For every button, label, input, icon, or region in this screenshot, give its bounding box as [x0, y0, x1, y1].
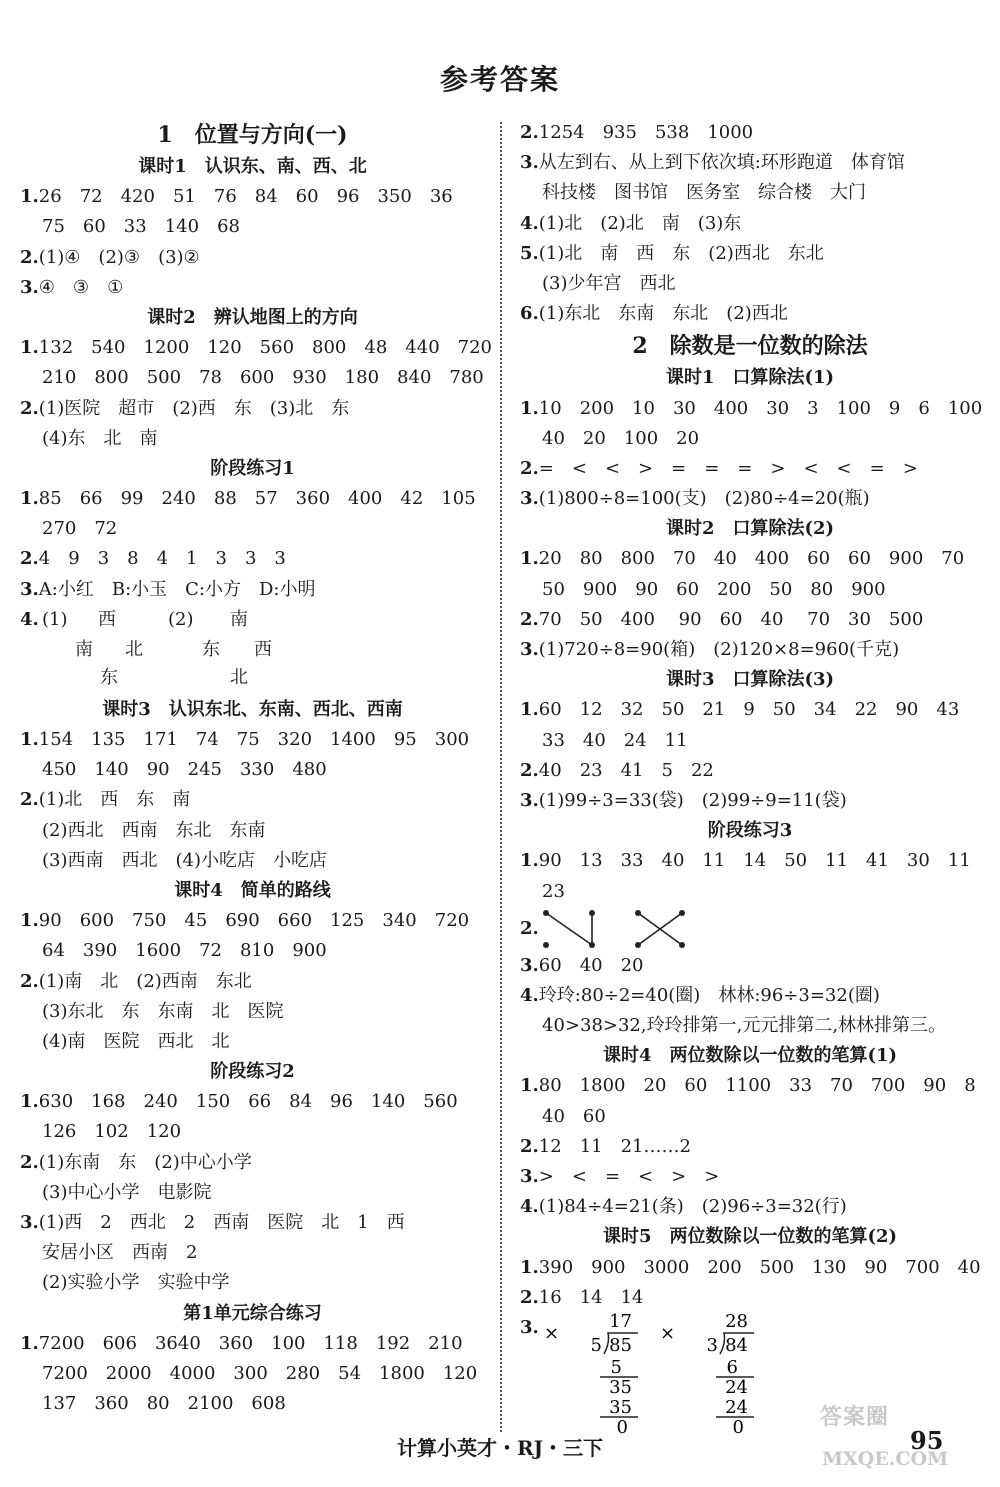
question-number: 2. — [20, 789, 39, 811]
answer-continuation: 40 20 100 20 — [542, 427, 700, 449]
answer-line — [520, 454, 980, 484]
question-number: 4. — [520, 1196, 539, 1218]
answer-line — [520, 1162, 980, 1192]
answer-text: 16 14 14 — [538, 1286, 644, 1308]
answer-text: (1)800÷8=100(支) (2)80÷4=20(瓶) — [538, 488, 870, 510]
answer-text: ④ ③ ① — [38, 276, 124, 298]
question-number: 2. — [520, 1286, 539, 1308]
answer-line — [20, 575, 485, 605]
answer-line — [20, 1087, 485, 1117]
answer-line — [520, 1192, 980, 1222]
dividend: 85 — [609, 1334, 632, 1356]
wrong-mark: × — [660, 1322, 676, 1344]
answer-line — [520, 605, 980, 635]
lesson-heading: 课时4 简单的路线 — [174, 879, 331, 901]
question-number: 3. — [20, 578, 39, 600]
matching-dot — [589, 942, 595, 948]
answer-text: 12 11 21……2 — [538, 1135, 691, 1157]
answer-text: > < = < > > — [538, 1166, 720, 1187]
question-number: 1. — [20, 186, 39, 208]
answer-text: 60 40 20 — [538, 954, 644, 976]
label-a: (1) — [42, 608, 68, 630]
matching-dot — [635, 942, 641, 948]
answer-continuation: (2)西北 西南 东北 东南 — [42, 819, 266, 841]
dir-b-top: 南 — [230, 608, 248, 630]
long-division-b — [660, 1305, 830, 1435]
answer-text: (1)720÷8=90(箱) (2)120×8=960(千克) — [538, 639, 900, 660]
answer-continuation: 23 — [542, 880, 565, 902]
question-number: 1. — [20, 1091, 39, 1113]
question-number: 1. — [520, 397, 539, 419]
answer-line — [520, 981, 980, 1011]
answer-continuation: 安居小区 西南 2 — [42, 1242, 198, 1264]
matching-line — [546, 913, 592, 945]
answer-continuation: 40 60 — [542, 1105, 606, 1127]
subtrahend-2: 24 — [725, 1396, 748, 1418]
question-number: 2. — [520, 1135, 539, 1157]
answer-continuation: (3)中心小学 电影院 — [42, 1181, 212, 1203]
question-number: 3. — [520, 639, 539, 660]
answer-line — [520, 756, 980, 786]
question-number: 3. — [520, 1166, 539, 1187]
answer-text: 90 600 750 45 690 660 125 340 720 — [38, 910, 470, 932]
question-number: 3. — [520, 1316, 539, 1338]
partial-remainder: 35 — [609, 1376, 632, 1398]
direction-answer — [20, 605, 485, 695]
question-number: 3. — [20, 1212, 39, 1233]
left-column — [20, 118, 493, 1419]
dir-b-left: 东 — [202, 638, 220, 660]
dividend: 84 — [725, 1334, 748, 1356]
question-number: 5. — [520, 242, 539, 264]
answer-line — [20, 785, 485, 815]
question-number: 2. — [20, 246, 39, 268]
answer-continuation: 40>38>32,玲玲排第一,元元排第二,林林排第三。 — [542, 1015, 947, 1037]
answer-text: 90 13 33 40 11 14 50 11 41 30 11 — [538, 850, 971, 872]
question-number: 3. — [520, 152, 539, 174]
question-number: 3. — [520, 789, 539, 811]
matching-dot — [543, 910, 549, 916]
answer-continuation: (3)少年宫 西北 — [542, 272, 676, 294]
divisor: 3 — [706, 1334, 718, 1356]
watermark-url: MXQE.COM — [822, 1448, 949, 1470]
answer-continuation: 126 102 120 — [42, 1121, 182, 1143]
question-number: 3. — [20, 276, 39, 298]
answer-text: 7200 606 3640 360 100 118 192 210 — [38, 1332, 463, 1354]
answer-continuation: 7200 2000 4000 300 280 54 1800 120 — [42, 1362, 478, 1384]
subtrahend-1: 5 — [610, 1356, 622, 1378]
lesson-heading: 课时5 两位数除以一位数的笔算(2) — [602, 1226, 898, 1248]
matching-answer — [520, 907, 980, 951]
answer-line — [20, 967, 485, 997]
answer-line — [520, 299, 980, 329]
answer-line — [20, 725, 485, 755]
answer-text: 4 9 3 8 4 1 3 3 3 — [38, 548, 286, 570]
answer-continuation: (3)东北 东 东南 北 医院 — [42, 1000, 284, 1022]
answer-line — [520, 951, 980, 981]
answer-line — [520, 239, 980, 269]
watermark-logo: 答案圈 — [820, 1404, 890, 1430]
answer-text: 60 12 32 50 21 9 50 34 22 90 43 — [538, 699, 960, 721]
question-number: 2. — [520, 917, 539, 939]
answer-line — [520, 394, 983, 424]
answer-text: 70 50 400 90 60 40 70 30 500 — [538, 608, 924, 630]
answer-text: 85 66 99 240 88 57 360 400 42 105 — [38, 488, 476, 510]
answer-text: (1)84÷4=21(条) (2)96÷3=32(行) — [538, 1196, 847, 1218]
answer-text: 390 900 3000 200 500 130 90 700 40 — [538, 1256, 981, 1278]
matching-dot — [589, 910, 595, 916]
question-number: 6. — [520, 303, 539, 325]
lesson-heading: 阶段练习2 — [210, 1061, 295, 1083]
dir-a-bottom: 东 — [100, 666, 118, 688]
dir-a-top: 西 — [98, 608, 116, 630]
lesson-heading: 课时3 口算除法(3) — [665, 669, 835, 691]
question-number: 1. — [20, 337, 39, 359]
answer-line — [520, 1132, 980, 1162]
answer-line — [20, 1148, 485, 1178]
right-column — [520, 118, 983, 1443]
question-number: 1. — [520, 850, 539, 872]
answer-text: 从左到右、从上到下依次填:环形跑道 体育馆 — [538, 152, 905, 174]
answer-line — [520, 1071, 980, 1101]
question-number: 2. — [520, 122, 539, 143]
question-number: 3. — [520, 954, 539, 976]
remainder: 0 — [732, 1416, 744, 1435]
answer-line — [20, 333, 493, 363]
wrong-mark: × — [544, 1322, 560, 1344]
answer-text: (1)医院 超市 (2)西 东 (3)北 东 — [38, 397, 350, 419]
answer-line — [20, 394, 485, 424]
answer-line — [20, 273, 485, 303]
answer-text: 1254 935 538 1000 — [538, 122, 754, 143]
answer-line — [20, 906, 485, 936]
answer-text: 154 135 171 74 75 320 1400 95 300 — [38, 729, 470, 750]
matching-dot — [543, 942, 549, 948]
question-number: 2. — [20, 397, 39, 419]
answer-text: (1)④ (2)③ (3)② — [38, 246, 200, 268]
dir-b-right: 西 — [254, 638, 272, 660]
answer-text: 10 200 10 30 400 30 3 100 9 6 100 — [538, 397, 983, 419]
answer-line — [20, 1208, 485, 1238]
answer-text: 40 23 41 5 22 — [538, 759, 714, 781]
answer-line — [520, 209, 980, 239]
question-number: 1. — [520, 1256, 539, 1278]
subtrahend-1: 6 — [726, 1356, 738, 1378]
answer-continuation: (3)西南 西北 (4)小吃店 小吃店 — [42, 849, 327, 871]
question-number: 1. — [20, 488, 39, 510]
answer-text: (1)北 (2)北 南 (3)东 — [538, 212, 742, 234]
dir-b-bottom: 北 — [230, 666, 248, 688]
partial-remainder: 24 — [725, 1376, 748, 1398]
answer-line — [520, 1253, 980, 1283]
question-number: 1. — [520, 548, 539, 570]
answer-continuation: 科技楼 图书馆 医务室 综合楼 大门 — [542, 182, 866, 204]
answer-continuation: 137 360 80 2100 608 — [42, 1393, 286, 1415]
question-number: 1. — [20, 1332, 39, 1354]
page-title: 参考答案 — [439, 63, 560, 96]
answer-text: 80 1800 20 60 1100 33 70 700 90 8 — [538, 1075, 976, 1097]
question-number: 2. — [20, 970, 39, 992]
page-number: 95 — [910, 1426, 944, 1455]
footer-title: 计算小英才・RJ・三下 — [396, 1436, 604, 1460]
question-number: 1. — [20, 729, 39, 750]
answer-continuation: 33 40 24 11 — [542, 729, 688, 751]
answer-text: = < < > = = = > < < = > — [538, 457, 918, 479]
question-number: 3. — [520, 488, 539, 510]
answer-line — [520, 148, 980, 178]
question-number: 1. — [520, 699, 539, 721]
answer-line — [520, 786, 980, 816]
answer-text: (1)北 西 东 南 — [38, 789, 191, 811]
answer-continuation: 75 60 33 140 68 — [42, 216, 240, 238]
lesson-heading: 课时4 两位数除以一位数的笔算(1) — [602, 1045, 898, 1067]
lesson-heading: 阶段练习3 — [707, 820, 793, 842]
answer-continuation: 450 140 90 245 330 480 — [42, 759, 327, 781]
answer-continuation: 270 72 — [42, 518, 118, 540]
quotient: 28 — [725, 1310, 748, 1332]
answer-text: (1)南 北 (2)西南 东北 — [38, 970, 252, 992]
question-number: 4. — [520, 212, 539, 234]
dir-a-left: 南 — [75, 638, 93, 660]
lesson-heading: 课时2 辨认地图上的方向 — [147, 306, 358, 328]
answer-line — [20, 544, 485, 574]
answer-line — [20, 484, 485, 514]
answer-line — [520, 635, 980, 665]
matching-dot — [679, 910, 685, 916]
matching-dot — [635, 910, 641, 916]
lesson-heading: 课时1 认识东、南、西、北 — [138, 156, 367, 177]
question-number: 2. — [520, 759, 539, 781]
question-number: 2. — [20, 1151, 39, 1173]
answer-text: 26 72 420 51 76 84 60 96 350 36 — [38, 186, 453, 208]
lesson-heading: 课时2 口算除法(2) — [665, 518, 835, 540]
answer-text: (1)99÷3=33(袋) (2)99÷9=11(袋) — [538, 789, 847, 811]
answer-text: 630 168 240 150 66 84 96 140 560 — [38, 1091, 458, 1113]
answer-text: (1)西 2 西北 2 西南 医院 北 1 西 — [38, 1212, 405, 1233]
question-number: 1. — [20, 910, 39, 932]
answer-line — [20, 182, 485, 212]
answer-line — [20, 1329, 485, 1359]
answer-continuation: (4)南 医院 西北 北 — [42, 1030, 230, 1052]
answer-continuation: (4)东 北 南 — [42, 427, 158, 449]
answer-text: A:小红 B:小玉 C:小方 D:小明 — [38, 578, 316, 600]
remainder: 0 — [616, 1416, 628, 1435]
long-division-answer — [520, 1310, 980, 1443]
answer-line — [520, 695, 980, 725]
label-b: (2) — [168, 608, 194, 630]
matching-dot — [679, 942, 685, 948]
answer-line — [520, 846, 980, 876]
section-heading: 2 除数是一位数的除法 — [632, 333, 868, 360]
answer-text: 20 80 800 70 40 400 60 60 900 70 — [538, 548, 965, 570]
answer-text: 132 540 1200 120 560 800 48 440 720 — [38, 337, 493, 359]
dir-a-right: 北 — [125, 638, 143, 660]
column-divider — [500, 122, 502, 1432]
question-number: 1. — [520, 1075, 539, 1097]
matching-lines-diagram — [542, 907, 692, 951]
question-number: 2. — [520, 457, 539, 479]
divisor: 5 — [590, 1334, 602, 1356]
lesson-heading: 阶段练习1 — [210, 457, 295, 479]
answer-continuation: 210 800 500 78 600 930 180 840 780 — [42, 367, 484, 389]
quotient: 17 — [609, 1310, 632, 1332]
answer-text: 玲玲:80÷2=40(圈) 林林:96÷3=32(圈) — [538, 984, 880, 1006]
answer-line — [520, 118, 980, 148]
section-heading: 1 位置与方向(一) — [157, 122, 348, 148]
lesson-heading: 课时3 认识东北、东南、西北、西南 — [102, 698, 403, 720]
answer-line — [520, 544, 980, 574]
answer-continuation: 50 900 90 60 200 50 80 900 — [542, 578, 886, 600]
question-number: 4. — [520, 984, 539, 1006]
answer-line — [520, 484, 980, 514]
answer-text: (1)东北 东南 东北 (2)西北 — [538, 303, 788, 325]
answer-text: (1)东南 东 (2)中心小学 — [38, 1151, 252, 1173]
question-number: 2. — [520, 608, 539, 630]
answer-continuation: (2)实验小学 实验中学 — [42, 1272, 230, 1294]
answer-line — [20, 243, 485, 273]
question-number: 2. — [20, 548, 39, 570]
question-number: 4. — [20, 608, 39, 630]
lesson-heading: 第1单元综合练习 — [183, 1302, 322, 1324]
lesson-heading: 课时1 口算除法(1) — [665, 367, 835, 389]
subtrahend-2: 35 — [609, 1396, 632, 1418]
answer-text: (1)北 南 西 东 (2)西北 东北 — [538, 242, 824, 264]
answer-continuation: 64 390 1600 72 810 900 — [42, 940, 327, 962]
